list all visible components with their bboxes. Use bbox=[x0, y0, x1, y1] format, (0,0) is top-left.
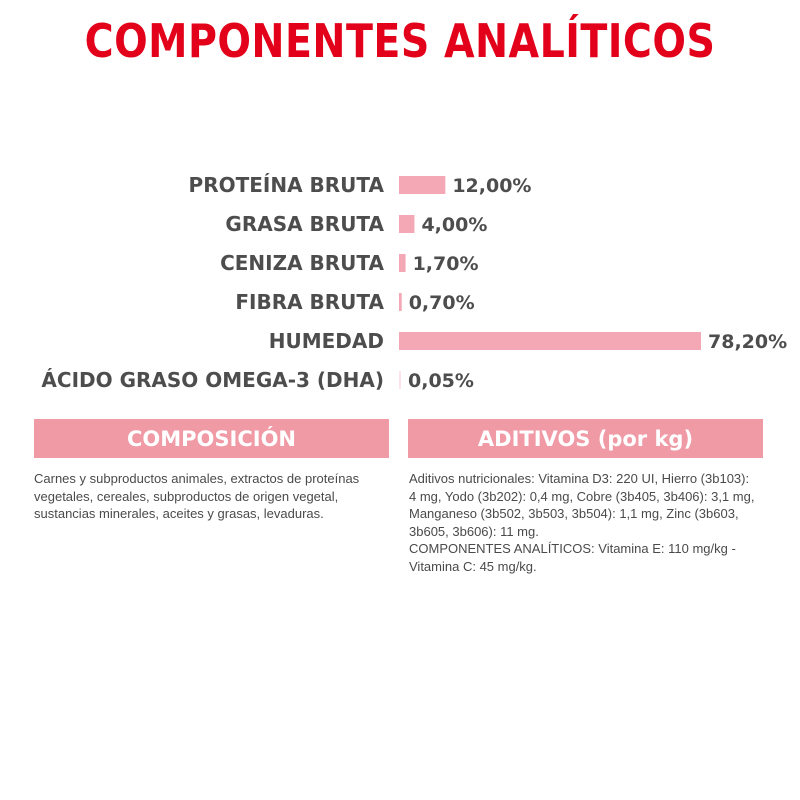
value-label: 12,00% bbox=[452, 175, 532, 197]
value-label: 4,00% bbox=[421, 214, 488, 236]
additives-line: 3b605, 3b606): 11 mg. bbox=[409, 523, 539, 539]
category-label: FIBRA BRUTA bbox=[235, 290, 384, 314]
composition-line: Carnes y subproductos animales, extractos de proteínas bbox=[34, 471, 360, 486]
category-label: HUMEDAD bbox=[268, 329, 384, 353]
bar bbox=[399, 176, 445, 194]
bar bbox=[399, 293, 402, 311]
value-label: 0,70% bbox=[408, 292, 475, 314]
additives-line: Vitamina C: 45 mg/kg. bbox=[409, 558, 537, 574]
category-label: PROTEÍNA BRUTA bbox=[188, 173, 384, 197]
bar bbox=[399, 215, 414, 233]
composition-header: COMPOSICIÓN bbox=[34, 419, 389, 458]
additives-header: ADITIVOS (por kg) bbox=[408, 419, 763, 458]
additives-line: Aditivos nutricionales: Vitamina D3: 220 UI, Hierro (3b103): bbox=[409, 471, 750, 486]
value-label: 1,70% bbox=[412, 253, 479, 275]
value-label: 78,20% bbox=[708, 331, 788, 353]
page-title: COMPONENTES ANALÍTICOS bbox=[84, 14, 716, 68]
bar bbox=[399, 332, 701, 350]
category-label: CENIZA BRUTA bbox=[220, 251, 384, 275]
composition-line: sustancias minerales, aceites y grasas, levaduras. bbox=[34, 506, 324, 521]
composition-line: vegetales, cereales, subproductos de origen vegetal, bbox=[34, 488, 339, 504]
additives-line: COMPONENTES ANALÍTICOS: Vitamina E: 110 mg/kg - bbox=[409, 541, 736, 556]
additives-text bbox=[409, 470, 769, 575]
bar bbox=[399, 254, 406, 272]
value-label: 0,05% bbox=[408, 370, 474, 392]
additives-line: Manganeso (3b502, 3b503, 3b504): 1,1 mg, Zinc (3b603, bbox=[409, 506, 739, 521]
analytical-components-chart bbox=[0, 160, 800, 400]
additives-line: 4 mg, Yodo (3b202): 0,4 mg, Cobre (3b405, 3b406): 3,1 mg, bbox=[409, 488, 755, 504]
category-label: GRASA BRUTA bbox=[225, 212, 384, 236]
composition-text bbox=[34, 470, 384, 523]
category-label: ÁCIDO GRASO OMEGA-3 (DHA) bbox=[41, 368, 384, 392]
bar bbox=[399, 371, 401, 389]
